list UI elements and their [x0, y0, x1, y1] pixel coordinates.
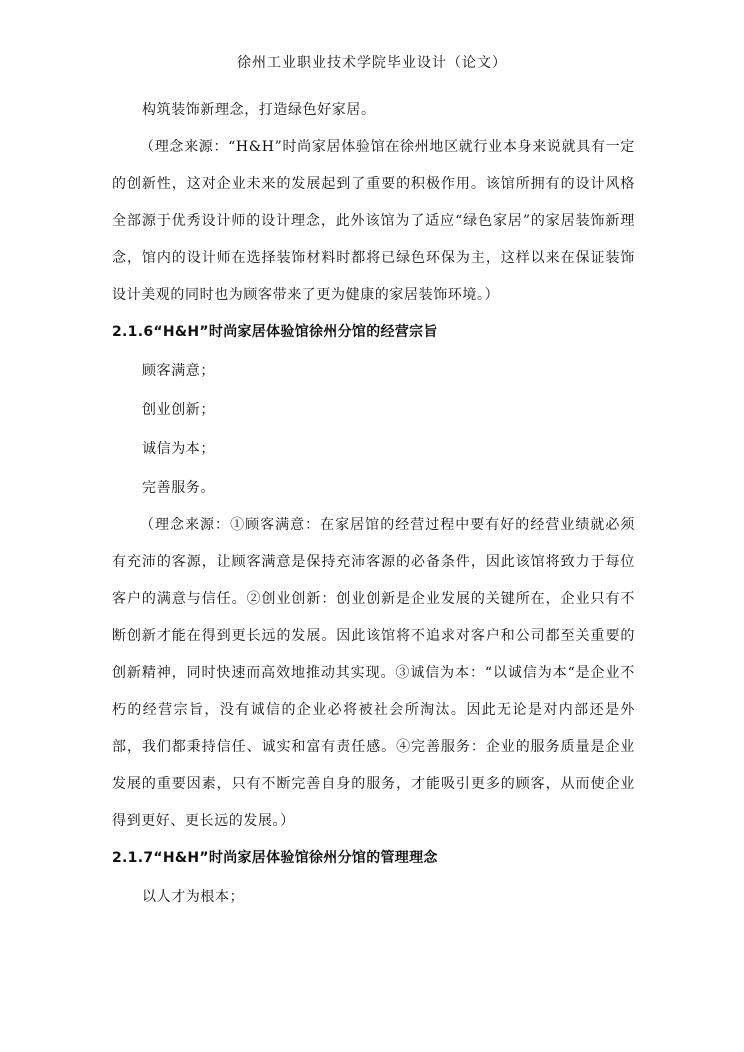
section-heading-2-1-7: 2.1.7“H&H”时尚家居体验馆徐州分馆的管理理念: [112, 850, 438, 866]
tenet-item: 完善服务。: [142, 480, 215, 496]
tenet-item: 创业创新；: [142, 402, 215, 418]
source-paragraph-1: （理念来源：“H&H”时尚家居体验馆在徐州地区就行业本身来说就具有一定的创新性，这对企业未来的发展起到了重要的积极作用。该馆所拥有的设计风格全部源于优秀设计师的设计理念，此外该馆为了适应“绿色家居”的家居装饰新理念，馆内的设计师在选择装饰材料时都将已绿色环保为主，这样以来在保证装饰设计美观的同时也为顾客带来了更为健康的家居装饰环境。）: [112, 139, 635, 303]
management-item: 以人才为根本；: [142, 889, 245, 905]
section-heading-2-1-6: 2.1.6“H&H”时尚家居体验馆徐州分馆的经营宗旨: [112, 324, 438, 340]
intro-line: 构筑装饰新理念，打造绿色好家居。: [142, 102, 376, 118]
tenet-item: 诚信为本；: [142, 441, 215, 457]
running-header: 徐州工业职业技术学院毕业设计（论文）: [237, 55, 507, 71]
source-paragraph-2: （理念来源：①顾客满意：在家居馆的经营过程中要有好的经营业绩就必须有充沛的客源，让顾客满意是保持充沛客源的必备条件，因此该馆将致力于每位客户的满意与信任。②创业创新：创业创新是企业发展的关键所在，企业只有不断创新才能在得到更长远的发展。因此该馆将不追求对客户和公司都至关重要的创新精神，同时快速而高效地推动其实现。③诚信为本：“以诚信为本“是企业不朽的经营宗旨，没有诚信的企业必将被社会所淘汰。因此无论是对内部还是外部，我们都秉持信任、诚实和富有责任感。④完善服务：企业的服务质量是企业发展的重要因素，只有不断完善自身的服务，才能吸引更多的顾客，从而使企业得到更好、更长远的发展。）: [112, 517, 635, 829]
tenet-item: 顾客满意；: [142, 363, 215, 379]
page-content: [112, 92, 635, 916]
